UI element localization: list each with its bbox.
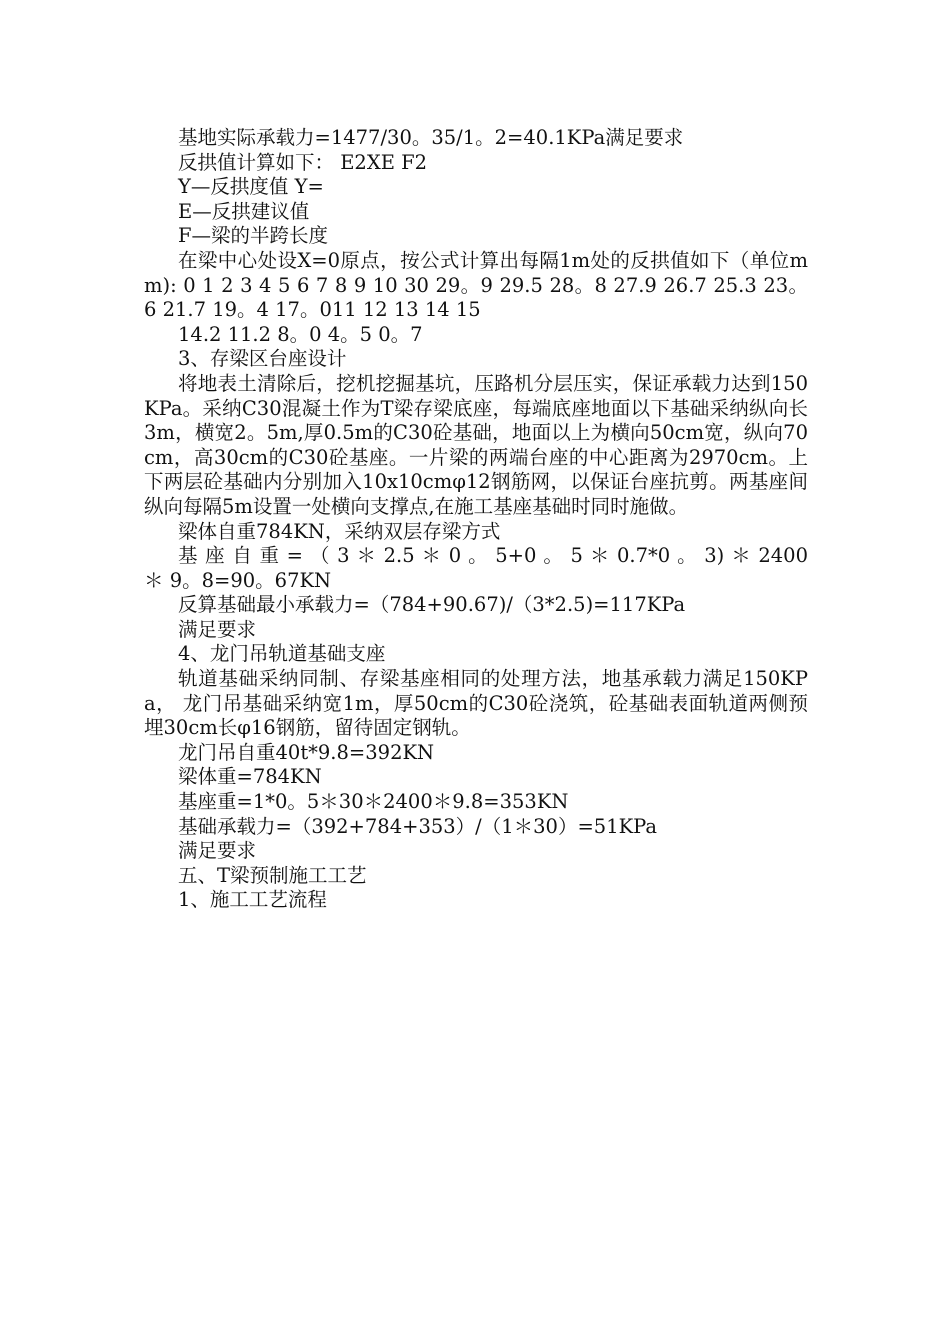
camber-y-definition: Y—反拱度值 Y= xyxy=(178,175,324,199)
camber-e-definition: E—反拱建议值 xyxy=(178,199,310,223)
base-weight-line: 基座重=1*0。5＊30＊2400＊9.8=353KN xyxy=(178,790,569,814)
camber-values-continued: 14.2 11.2 8。0 4。5 0。7 xyxy=(178,322,423,346)
subsection-heading-process-flow: 1、施工工艺流程 xyxy=(178,888,327,912)
requirement-met-line: 满足要求 xyxy=(178,617,257,641)
camber-f-definition: F—梁的半跨长度 xyxy=(178,224,329,248)
bearing-capacity-line: 基地实际承载力=1477/30。35/1。2=40.1KPa满足要求 xyxy=(178,126,684,149)
gantry-track-paragraph: 轨道基础采纳同制、存梁基座相同的处理方法，地基承载力满足150KPa， 龙门吊基础采纳宽1m，厚50cm的C30砼浇筑，砼基础表面轨道两侧预埋30cm长φ16钢筋，留待固定钢轨。 xyxy=(144,667,808,740)
beam-weight-line: 梁体自重784KN，采纳双层存梁方式 xyxy=(178,519,501,543)
section-heading-t-beam-process: 五、T梁预制施工工艺 xyxy=(178,863,367,887)
foundation-bearing-line: 基础承载力=（392+784+353）/（1＊30）=51KPa xyxy=(178,814,658,838)
document-body xyxy=(144,126,808,913)
camber-calc-heading: 反拱值计算如下： E2XE F2 xyxy=(178,150,428,174)
requirement-met-line-2: 满足要求 xyxy=(178,839,257,863)
storage-pedestal-paragraph: 将地表土清除后，挖机挖掘基坑，压路机分层压实，保证承载力达到150KPa。采纳C30混凝土作为T梁存梁底座，每端底座地面以下基础采纳纵向长3m，横宽2。5m,厚0.5m的C30砼基础，地面以上为横向50cm宽，纵向70cm，高30cm的C30砼基座。一片梁的两端台座的中心距离为2970cm。上下两层砼基础内分别加入10x10cmφ12钢筋网，以保证台座抗剪。两基座间纵向每隔5m设置一处横向支撑点,在施工基座基础时同时施做。 xyxy=(144,371,808,518)
pedestal-weight-line: 基 座 自 重 = （ 3 ＊ 2.5 ＊ 0 。 5+0 。 5 ＊ 0.7*0 。 3) ＊ 2400 ＊ 9。8=90。67KN xyxy=(144,544,808,592)
camber-values-paragraph: 在梁中心处设X=0原点，按公式计算出每隔1m处的反拱值如下（单位mm): 0 1 2 3 4 5 6 7 8 9 10 30 29。9 29.5 28。8 27.9 26.7 25.3 23。6 21.7 19。4 17。011 12 13 14 15 xyxy=(144,248,808,322)
beam-weight-total-line: 梁体重=784KN xyxy=(178,765,322,789)
gantry-weight-line: 龙门吊自重40t*9.8=392KN xyxy=(178,740,435,764)
section-heading-gantry-track: 4、龙门吊轨道基础支座 xyxy=(178,642,386,666)
section-heading-storage-pedestal: 3、存梁区台座设计 xyxy=(178,347,347,371)
min-bearing-capacity-line: 反算基础最小承载力=（784+90.67)/（3*2.5)=117KPa xyxy=(178,593,686,617)
